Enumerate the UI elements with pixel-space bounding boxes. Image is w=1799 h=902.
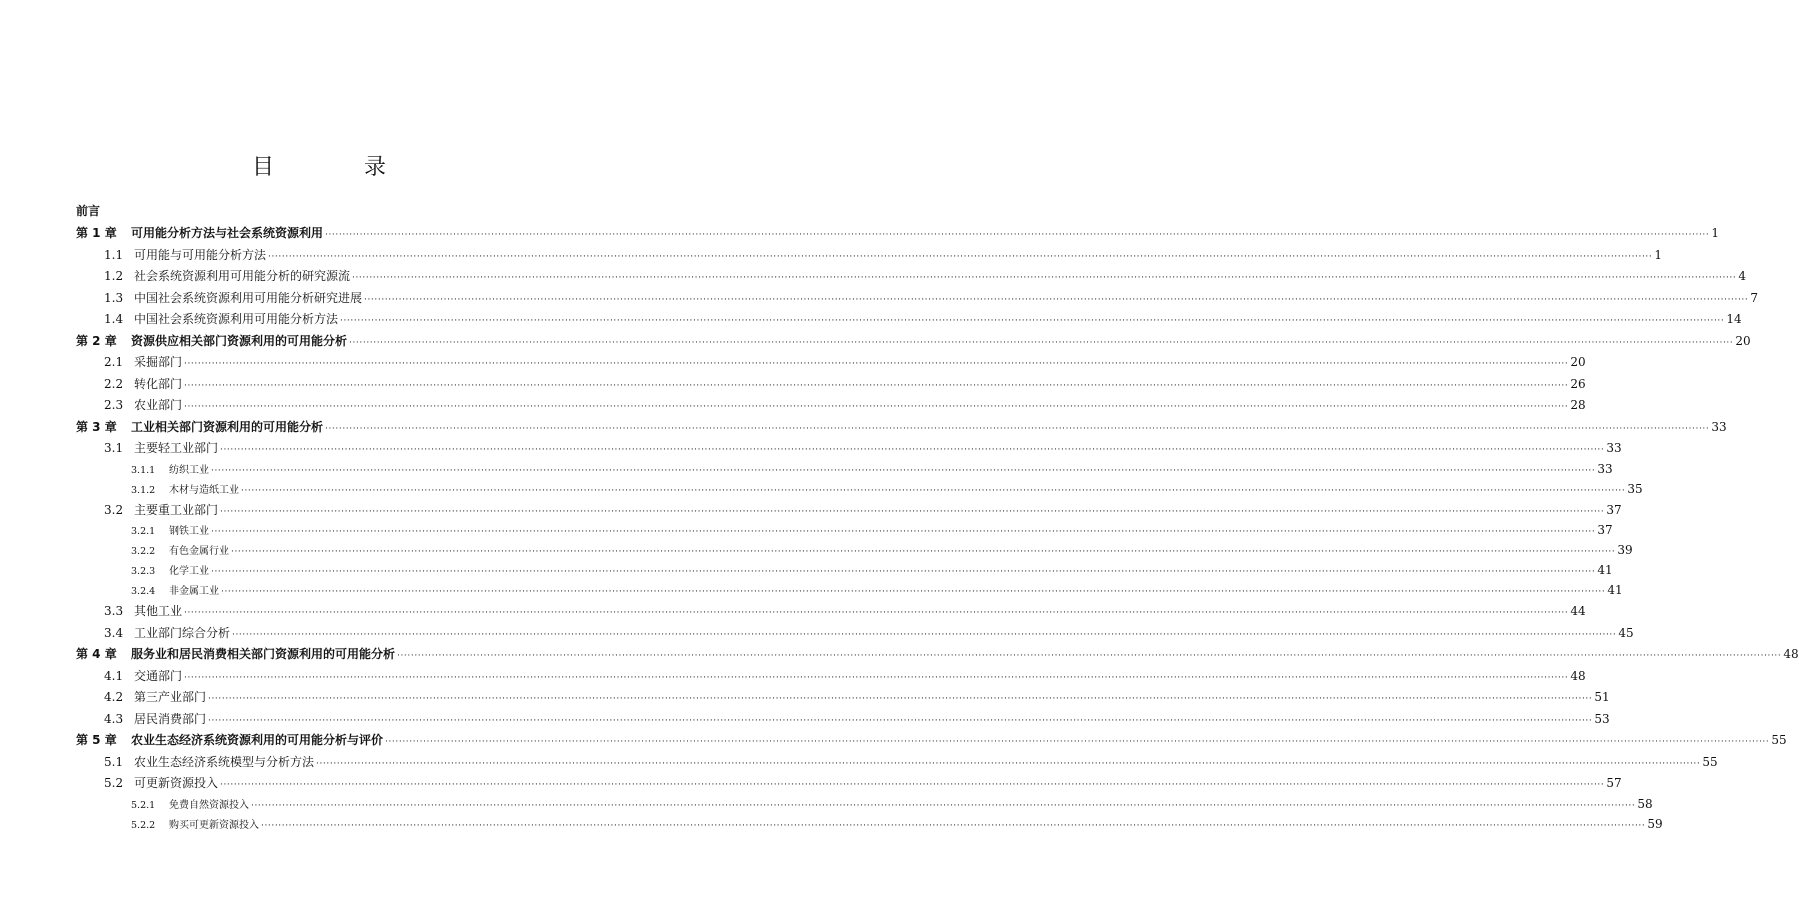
toc-entry-title: 非金属工业 bbox=[169, 586, 219, 597]
toc-entry-section[interactable] bbox=[76, 688, 1610, 710]
toc-entry-chapter[interactable] bbox=[76, 332, 1751, 354]
toc-entry-page: 33 bbox=[1606, 441, 1622, 455]
toc-entry-chapter[interactable] bbox=[76, 731, 1787, 753]
toc-entry-title: 农业生态经济系统模型与分析方法 bbox=[134, 754, 315, 769]
toc-entry-number: 1.1 bbox=[104, 247, 124, 262]
toc-entry-number: 3.2.4 bbox=[131, 586, 156, 597]
toc-entry-title: 居民消费部门 bbox=[134, 711, 207, 726]
toc-dot-leader: ················································································································································································································································································································································································································ bbox=[325, 230, 1710, 240]
toc-entry-section[interactable] bbox=[76, 624, 1634, 646]
toc-entry-number: 第 3 章 bbox=[76, 419, 117, 434]
toc-dot-leader: ················································································································································································································································································································································································································ bbox=[231, 547, 1616, 557]
toc-entry-number: 第 2 章 bbox=[76, 333, 117, 348]
toc-entry-page: 55 bbox=[1771, 733, 1787, 747]
toc-entry-section[interactable] bbox=[76, 439, 1622, 461]
toc-entry-number: 3.4 bbox=[104, 625, 124, 640]
table-of-contents bbox=[76, 202, 1799, 836]
toc-dot-leader: ················································································································································································································································································································································································································ bbox=[184, 359, 1569, 369]
toc-entry-section[interactable] bbox=[76, 396, 1586, 418]
toc-entry-page: 37 bbox=[1597, 523, 1613, 537]
toc-entry-page: 20 bbox=[1735, 333, 1751, 348]
toc-entry-section[interactable] bbox=[76, 246, 1662, 268]
toc-entry-subsection[interactable] bbox=[76, 582, 1623, 602]
toc-entry-title: 化学工业 bbox=[169, 566, 209, 577]
toc-entry-title: 可用能与可用能分析方法 bbox=[134, 247, 267, 262]
toc-entry-number: 3.1.2 bbox=[131, 484, 156, 496]
toc-dot-leader: ················································································································································································································································································································································································································ bbox=[184, 402, 1569, 412]
toc-dot-leader: ················································································································································································································································································································································································································ bbox=[211, 527, 1596, 537]
toc-entry-title: 采掘部门 bbox=[134, 355, 183, 369]
toc-entry-title: 交通部门 bbox=[134, 668, 183, 683]
toc-entries bbox=[76, 224, 1799, 836]
toc-entry-section[interactable] bbox=[76, 267, 1746, 289]
toc-dot-leader: ················································································································································································································································································································································································································ bbox=[364, 294, 1749, 305]
toc-entry-subsection[interactable] bbox=[76, 522, 1613, 542]
toc-dot-leader: ················································································································································································································································································································································································································ bbox=[352, 273, 1737, 283]
toc-dot-leader: ················································································································································································································································································································································································································ bbox=[221, 587, 1606, 597]
toc-entry-number: 2.1 bbox=[104, 355, 124, 369]
toc-preface-label: 前言 bbox=[76, 204, 101, 218]
toc-entry-subsection[interactable] bbox=[76, 796, 1653, 816]
toc-entry-title: 中国社会系统资源利用可用能分析方法 bbox=[134, 312, 339, 326]
toc-entry-page: 59 bbox=[1647, 816, 1663, 831]
toc-entry-section[interactable] bbox=[76, 353, 1586, 375]
toc-entry-title: 纺织工业 bbox=[169, 464, 209, 476]
toc-entry-page: 44 bbox=[1570, 604, 1586, 618]
toc-entry-title: 转化部门 bbox=[134, 376, 183, 391]
toc-entry-page: 37 bbox=[1606, 502, 1622, 517]
toc-entry-number: 5.2.2 bbox=[131, 819, 156, 831]
toc-dot-leader: ················································································································································································································································································································································································································ bbox=[184, 608, 1569, 618]
toc-dot-leader: ················································································································································································································································································································································································································ bbox=[251, 800, 1636, 811]
toc-entry-subsection[interactable] bbox=[76, 481, 1643, 501]
toc-entry-title: 可用能分析方法与社会系统资源利用 bbox=[131, 226, 324, 240]
toc-entry-section[interactable] bbox=[76, 501, 1622, 523]
toc-dot-leader: ················································································································································································································································································································································································································ bbox=[211, 567, 1596, 577]
toc-entry-title: 中国社会系统资源利用可用能分析研究进展 bbox=[134, 290, 363, 305]
toc-dot-leader: ················································································································································································································································································································································································································ bbox=[349, 337, 1734, 348]
toc-entry-page: 7 bbox=[1750, 290, 1758, 305]
toc-entry-page: 55 bbox=[1702, 754, 1718, 769]
toc-dot-leader: ················································································································································································································································································································································································································ bbox=[220, 506, 1605, 517]
toc-entry-number: 5.2 bbox=[104, 776, 124, 790]
toc-entry-number: 5.1 bbox=[104, 754, 124, 769]
toc-entry-page: 4 bbox=[1738, 269, 1746, 283]
toc-entry-number: 第 5 章 bbox=[76, 733, 117, 747]
toc-entry-title: 第三产业部门 bbox=[134, 690, 207, 704]
toc-entry-number: 1.3 bbox=[104, 290, 124, 305]
toc-entry-number: 3.2.1 bbox=[131, 526, 156, 537]
toc-entry-chapter[interactable] bbox=[76, 418, 1727, 440]
toc-entry-title: 社会系统资源利用可用能分析的研究源流 bbox=[134, 269, 351, 283]
toc-entry-page: 41 bbox=[1597, 563, 1613, 577]
toc-dot-leader: ················································································································································································································································································································································································································ bbox=[397, 651, 1782, 661]
toc-entry-section[interactable] bbox=[76, 753, 1718, 775]
toc-entry-section[interactable] bbox=[76, 667, 1586, 689]
toc-entry-page: 39 bbox=[1617, 543, 1633, 557]
toc-entry-title: 木材与造纸工业 bbox=[169, 484, 239, 496]
toc-entry-chapter[interactable] bbox=[76, 645, 1799, 667]
toc-entry-title: 钢铁工业 bbox=[169, 526, 209, 537]
toc-entry-page: 45 bbox=[1618, 625, 1634, 640]
toc-dot-leader: ················································································································································································································································································································································································································ bbox=[268, 251, 1653, 262]
toc-entry-number: 4.1 bbox=[104, 668, 124, 683]
toc-entry-number: 1.4 bbox=[104, 312, 124, 326]
toc-entry-page: 33 bbox=[1711, 419, 1727, 434]
toc-entry-number: 4.3 bbox=[104, 711, 124, 726]
toc-entry-section[interactable] bbox=[76, 289, 1758, 311]
toc-entry-page: 35 bbox=[1627, 481, 1643, 496]
toc-dot-leader: ················································································································································································································································································································································································································ bbox=[184, 672, 1569, 683]
toc-entry-section[interactable] bbox=[76, 774, 1622, 796]
toc-entry-number: 3.1 bbox=[104, 441, 124, 455]
toc-entry-page: 20 bbox=[1570, 355, 1586, 369]
toc-dot-leader: ················································································································································································································································································································································································································ bbox=[385, 737, 1770, 747]
toc-dot-leader: ················································································································································································································································································································································································································ bbox=[184, 380, 1569, 391]
toc-dot-leader: ················································································································································································································································································································································································································ bbox=[208, 694, 1593, 704]
toc-entry-title: 主要重工业部门 bbox=[134, 502, 219, 517]
toc-entry-number: 第 4 章 bbox=[76, 647, 117, 661]
toc-dot-leader: ················································································································································································································································································································································································································ bbox=[340, 316, 1725, 326]
toc-entry-page: 1 bbox=[1711, 226, 1719, 240]
toc-entry-subsection[interactable] bbox=[76, 542, 1633, 562]
toc-entry-page: 57 bbox=[1606, 776, 1622, 790]
toc-entry-title: 可更新资源投入 bbox=[134, 776, 219, 790]
toc-entry-title: 资源供应相关部门资源利用的可用能分析 bbox=[131, 333, 348, 348]
toc-entry-number: 第 1 章 bbox=[76, 226, 117, 240]
toc-entry-title: 主要轻工业部门 bbox=[134, 441, 219, 455]
toc-entry-page: 51 bbox=[1594, 690, 1610, 704]
toc-entry-number: 5.2.1 bbox=[131, 799, 156, 811]
toc-entry-number: 1.2 bbox=[104, 269, 124, 283]
toc-entry-page: 48 bbox=[1570, 668, 1586, 683]
toc-entry-page: 58 bbox=[1637, 796, 1653, 811]
toc-dot-leader: ················································································································································································································································································································································································································ bbox=[261, 820, 1646, 831]
toc-dot-leader: ················································································································································································································································································································································································································ bbox=[232, 629, 1617, 640]
toc-dot-leader: ················································································································································································································································································································································································································ bbox=[220, 445, 1605, 455]
toc-entry-section[interactable] bbox=[76, 710, 1610, 732]
toc-entry-number: 2.3 bbox=[104, 398, 124, 412]
toc-entry-number: 3.2.2 bbox=[131, 546, 156, 557]
toc-entry-number: 4.2 bbox=[104, 690, 124, 704]
toc-entry-number: 2.2 bbox=[104, 376, 124, 391]
toc-entry-subsection[interactable] bbox=[76, 816, 1663, 836]
toc-dot-leader: ················································································································································································································································································································································································································ bbox=[208, 715, 1593, 726]
toc-entry-title: 农业生态经济系统资源利用的可用能分析与评价 bbox=[131, 733, 384, 747]
toc-entry-page: 26 bbox=[1570, 376, 1586, 391]
toc-entry-title: 有色金属行业 bbox=[169, 546, 229, 557]
toc-entry-title: 农业部门 bbox=[134, 398, 183, 412]
toc-entry-number: 3.1.1 bbox=[131, 464, 156, 476]
toc-entry-page: 41 bbox=[1607, 583, 1623, 597]
toc-entry-title: 购买可更新资源投入 bbox=[169, 819, 259, 831]
toc-entry-subsection[interactable] bbox=[76, 562, 1613, 582]
toc-entry-page: 14 bbox=[1726, 312, 1742, 326]
toc-entry-subsection[interactable] bbox=[76, 461, 1613, 481]
toc-entry-number: 3.2.3 bbox=[131, 566, 156, 577]
toc-entry-chapter[interactable] bbox=[76, 224, 1719, 246]
page-title: 目 录 bbox=[251, 155, 420, 180]
toc-entry-page: 33 bbox=[1597, 461, 1613, 476]
toc-entry-title: 工业部门综合分析 bbox=[134, 625, 231, 640]
toc-dot-leader: ················································································································································································································································································································································································································ bbox=[220, 780, 1605, 790]
toc-entry-section[interactable] bbox=[76, 310, 1742, 332]
toc-entry-number: 3.2 bbox=[104, 502, 124, 517]
toc-dot-leader: ················································································································································································································································································································································································································ bbox=[211, 465, 1596, 476]
toc-preface[interactable] bbox=[76, 202, 566, 224]
toc-entry-page: 28 bbox=[1570, 398, 1586, 412]
toc-entry-section[interactable] bbox=[76, 375, 1586, 397]
toc-entry-page: 53 bbox=[1594, 711, 1610, 726]
toc-entry-title: 工业相关部门资源利用的可用能分析 bbox=[131, 419, 324, 434]
toc-entry-title: 服务业和居民消费相关部门资源利用的可用能分析 bbox=[131, 647, 396, 661]
toc-dot-leader: ················································································································································································································································································································································································································ bbox=[241, 485, 1626, 496]
toc-entry-page: 1 bbox=[1654, 247, 1662, 262]
toc-dot-leader: ················································································································································································································································································································································································································ bbox=[325, 423, 1710, 434]
toc-entry-title: 免费自然资源投入 bbox=[169, 799, 249, 811]
toc-entry-number: 3.3 bbox=[104, 604, 124, 618]
toc-entry-title: 其他工业 bbox=[134, 604, 183, 618]
toc-entry-page: 48 bbox=[1783, 647, 1799, 661]
toc-entry-section[interactable] bbox=[76, 602, 1586, 624]
toc-dot-leader: ················································································································································································································································································································································································································ bbox=[316, 758, 1701, 769]
